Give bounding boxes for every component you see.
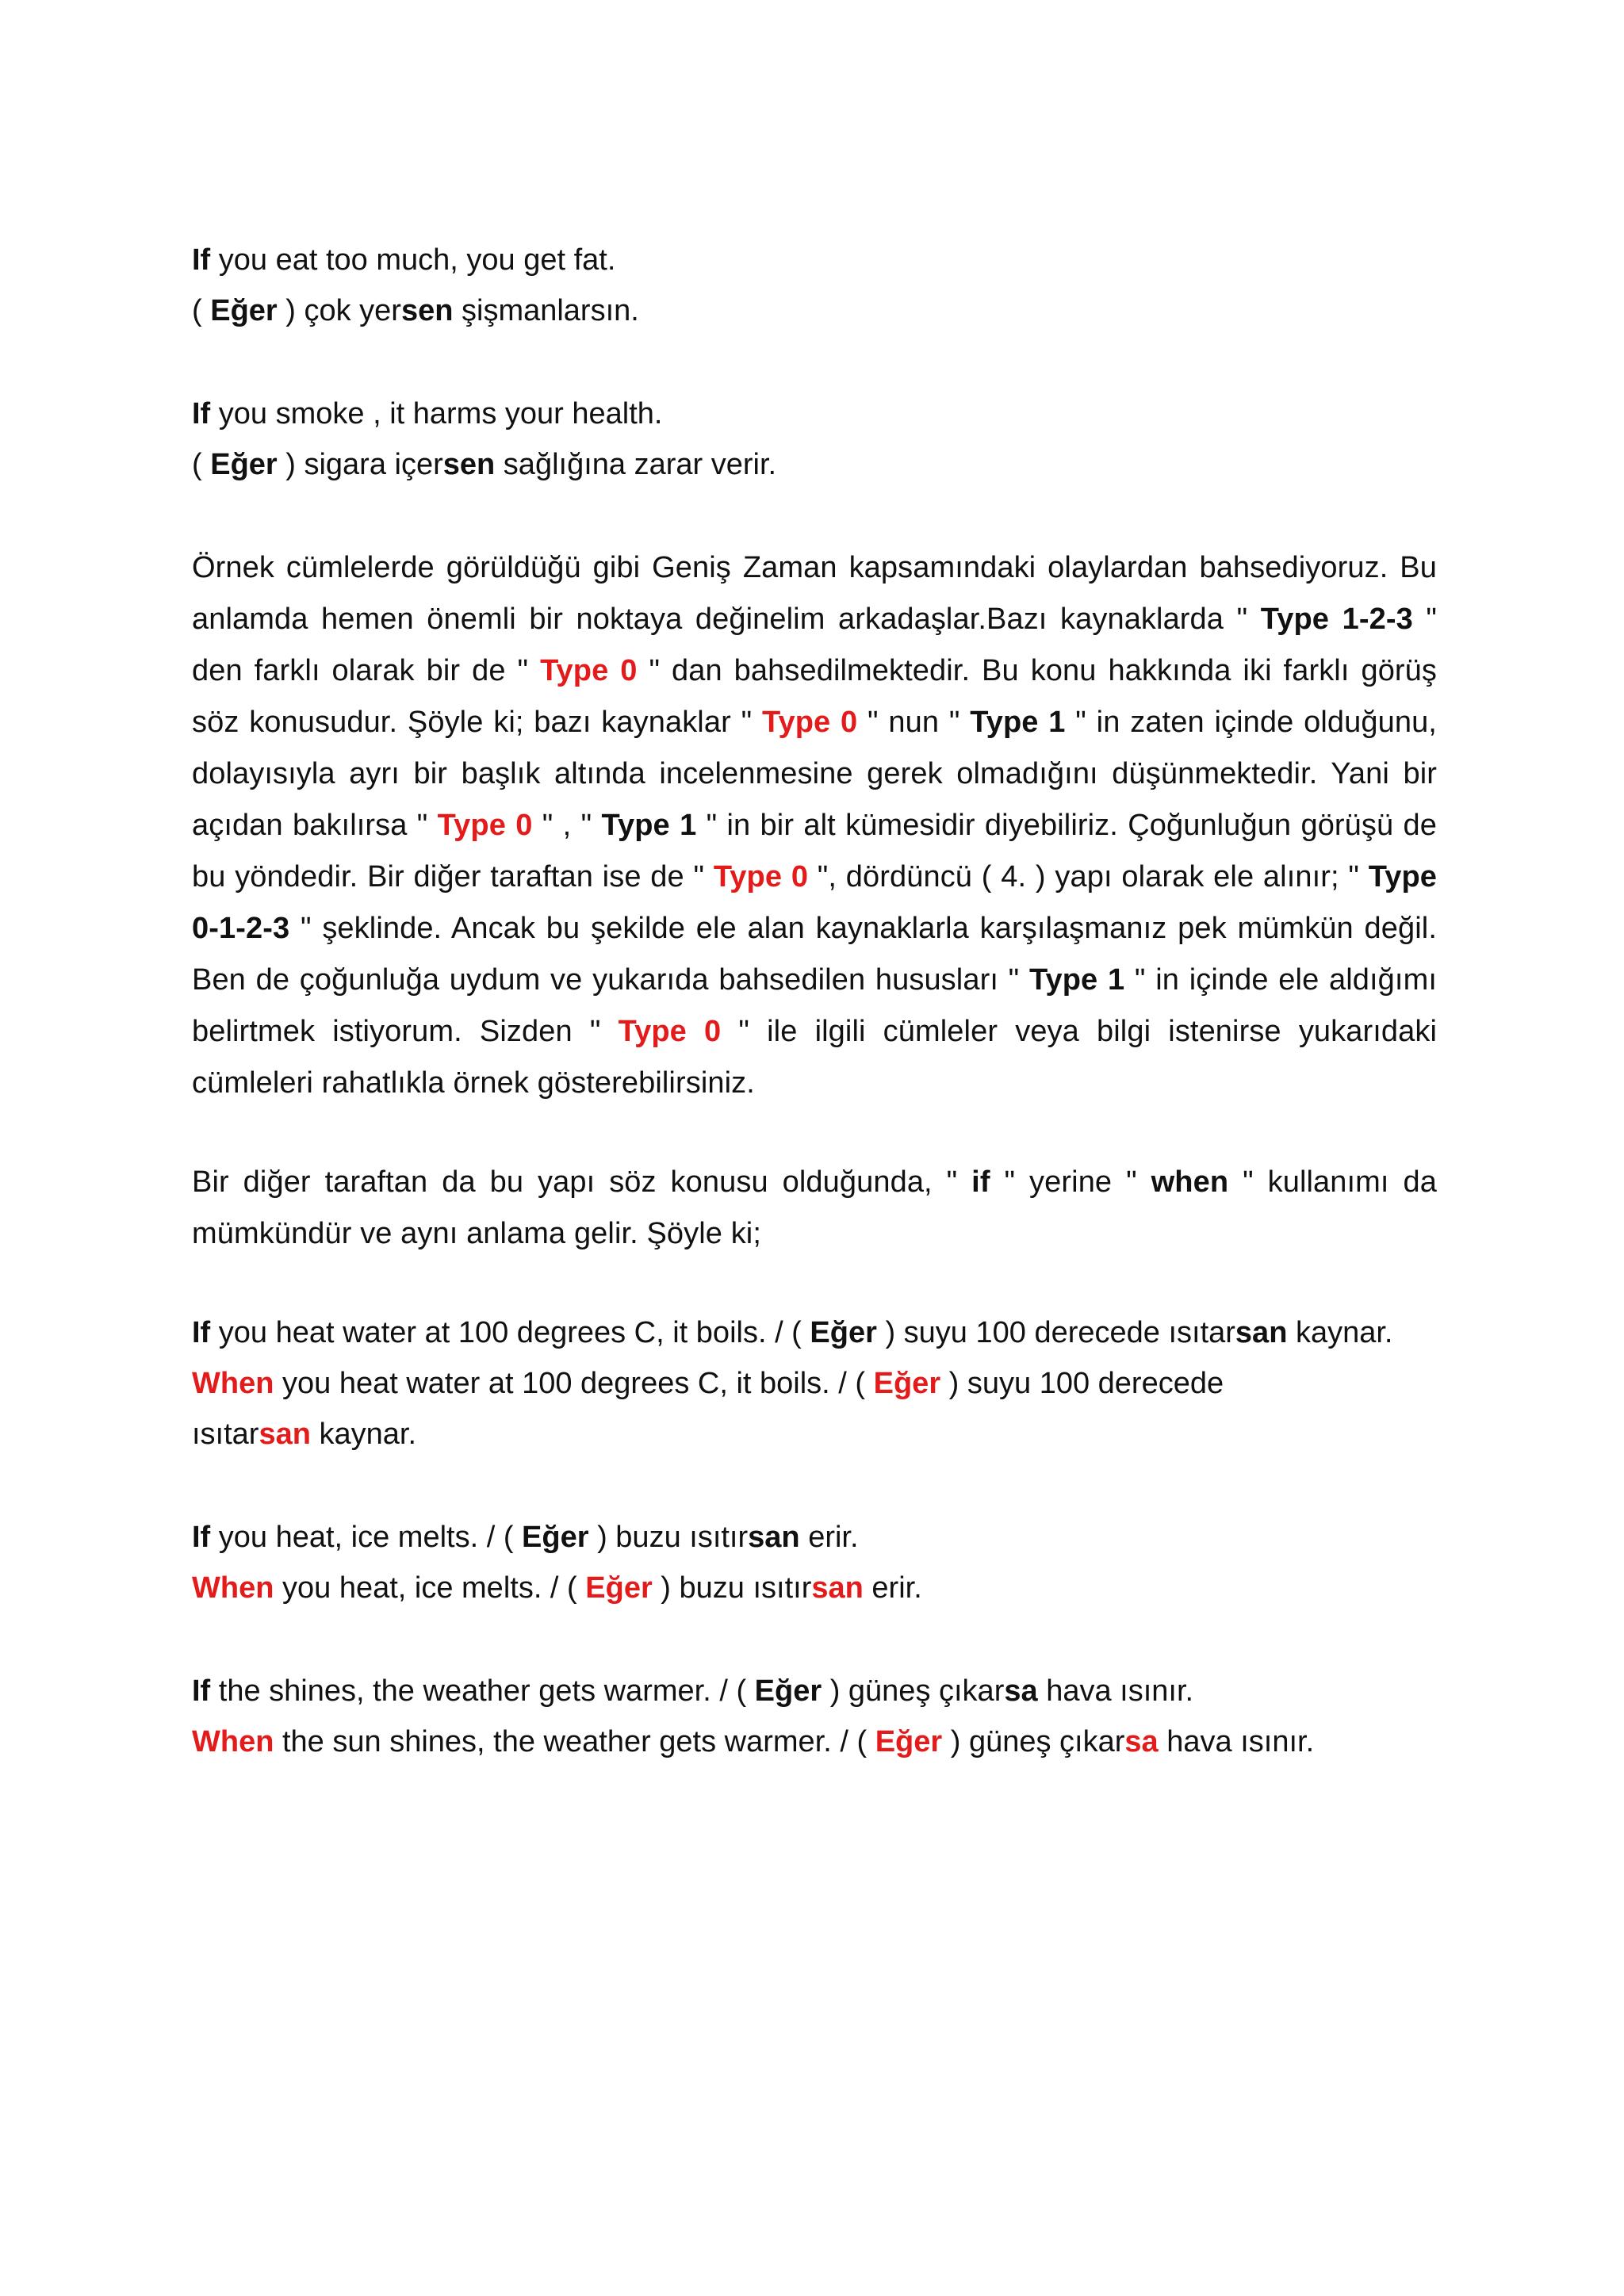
text-run: ) güneş çıkar [942, 1725, 1125, 1758]
when-usage-paragraph [192, 1157, 1437, 1260]
text-run: kaynar. [310, 1418, 417, 1451]
text-run: şişmanlarsın. [453, 294, 639, 327]
text-run: " dan bahsedilmektedir. Bu konu hakkında iki farklı görüş söz konusudur. Şöyle ki; bazı kaynaklar " [192, 654, 1438, 739]
example-line [192, 235, 1437, 285]
text-run: you heat water at 100 degrees C, it boils. / ( [210, 1316, 810, 1349]
text-run: " nun " [857, 706, 971, 739]
text-run: ) çok yer [277, 294, 401, 327]
highlighted-text: Eğer [585, 1571, 653, 1605]
example-line-translation [192, 285, 1437, 336]
when-examples [192, 1307, 1437, 1767]
if-example-line [192, 1666, 1437, 1716]
example-block-sun [192, 1666, 1437, 1767]
text-run: the sun shines, the weather gets warmer. / ( [274, 1725, 875, 1758]
text-run: hava ısınır. [1037, 1674, 1194, 1708]
bold-text: Type 1 [601, 809, 697, 842]
text-run: " kullanımı da mümkündür ve aynı anlama gelir. Şöyle ki; [192, 1165, 1437, 1250]
text-run: Örnek cümlelerde görüldüğü gibi Geniş Zaman kapsamındaki olaylardan bahsediyoruz. Bu anlamda hemen önemli bir noktaya değinelim arkadaşlar.Bazı kaynaklarda " [192, 551, 1437, 636]
bold-text: Eğer [810, 1316, 877, 1349]
text-run: " yerine " [990, 1165, 1151, 1199]
bold-text: san [1235, 1316, 1288, 1349]
if-example-line [192, 1307, 1437, 1358]
example-block-smoke [192, 388, 1437, 490]
bold-text: If [192, 1521, 211, 1554]
bold-text: If [192, 397, 211, 430]
highlighted-text: Type 0 [618, 1015, 722, 1048]
text-run: kaynar. [1287, 1316, 1393, 1349]
example-line [192, 388, 1437, 439]
bold-text: sen [442, 448, 496, 481]
text-run: ", dördüncü ( 4. ) yapı olarak ele alınır; " [808, 860, 1369, 894]
when-example-line [192, 1358, 1437, 1409]
text-run: " in içinde ele aldığımı belirtmek istiyorum. Sizden " [192, 963, 1437, 1048]
bold-text: san [748, 1521, 800, 1554]
text-run: you heat, ice melts. / ( [210, 1521, 523, 1554]
highlighted-text: Type 0 [713, 860, 809, 894]
highlighted-text: Type 0 [761, 706, 858, 739]
bold-text: Type 1 [970, 706, 1066, 739]
highlighted-text: When [192, 1571, 274, 1605]
text-run: " in bir alt kümesidir diyebiliriz. Çoğunluğun görüşü de bu yöndedir. Bir diğer taraftan ise de " [192, 809, 1438, 894]
text-run: sağlığına zarar verir. [495, 448, 777, 481]
text-run: ) buzu ısıtır [652, 1571, 812, 1605]
bold-text: Type 1-2-3 [1260, 603, 1413, 636]
document-page [192, 235, 1437, 1820]
text-run: you smoke , it harms your health. [210, 397, 663, 430]
when-example-line-continued [192, 1409, 1437, 1460]
highlighted-text: When [192, 1367, 274, 1400]
highlighted-text: Eğer [873, 1367, 941, 1400]
highlighted-text: When [192, 1725, 274, 1758]
text-run: you eat too much, you get fat. [210, 243, 616, 277]
example-block-ice [192, 1512, 1437, 1613]
highlighted-text: Type 0 [540, 654, 638, 687]
text-run: ) güneş çıkar [822, 1674, 1005, 1708]
text-run: hava ısınır. [1158, 1725, 1315, 1758]
text-run: Bir diğer taraftan da bu yapı söz konusu olduğunda, " [192, 1165, 972, 1199]
bold-text: Type 0-1-2-3 [192, 860, 1437, 945]
highlighted-text: Type 0 [437, 809, 533, 842]
text-run: ( [192, 294, 211, 327]
example-block-water [192, 1307, 1437, 1460]
bold-text: sa [1004, 1674, 1038, 1708]
explanation-paragraph [192, 542, 1437, 1109]
bold-text: if [971, 1165, 990, 1199]
highlighted-text: Eğer [875, 1725, 943, 1758]
if-example-line [192, 1512, 1437, 1563]
text-run: " in zaten içinde olduğunu, dolayısıyla ayrı bir başlık altında incelenmesine gerek olmadığını düşünmektedir. Yani bir açıdan bakılırsa " [192, 706, 1437, 842]
highlighted-text: san [259, 1418, 311, 1451]
highlighted-text: sa [1124, 1725, 1159, 1758]
text-run: the shines, the weather gets warmer. / ( [210, 1674, 755, 1708]
text-run: erir. [863, 1571, 922, 1605]
example-line-translation [192, 439, 1437, 490]
bold-text: when [1151, 1165, 1229, 1199]
when-example-line [192, 1716, 1437, 1767]
text-run: you heat water at 100 degrees C, it boils. / ( [274, 1367, 874, 1400]
highlighted-text: san [811, 1571, 864, 1605]
text-run: ( [192, 448, 211, 481]
bold-text: Eğer [754, 1674, 822, 1708]
bold-text: If [192, 243, 211, 277]
bold-text: sen [400, 294, 454, 327]
bold-text: Type 1 [1028, 963, 1125, 997]
text-run: erir. [799, 1521, 859, 1554]
text-run: ısıtar [192, 1418, 259, 1451]
bold-text: Eğer [522, 1521, 589, 1554]
when-example-line [192, 1563, 1437, 1613]
bold-text: If [192, 1674, 211, 1708]
example-block-eat [192, 235, 1437, 336]
text-run: ) suyu 100 derecede ısıtar [876, 1316, 1235, 1349]
text-run: " ile ilgili cümleler veya bilgi istenirse yukarıdaki cümleleri rahatlıkla örnek gösterebilirsiniz. [192, 1015, 1438, 1100]
text-run: ) sigara içer [277, 448, 443, 481]
text-run: you heat, ice melts. / ( [274, 1571, 586, 1605]
text-run: ) suyu 100 derecede [940, 1367, 1224, 1400]
bold-text: Eğer [210, 294, 278, 327]
text-run: ) buzu ısıtır [588, 1521, 749, 1554]
text-run: " şeklinde. Ancak bu şekilde ele alan kaynaklarla karşılaşmanız pek mümkün değil. Ben de çoğunluğa uydum ve yukarıda bahsedilen hususları " [192, 912, 1437, 997]
text-run: " den farklı olarak bir de " [192, 603, 1437, 687]
text-run: " , " [532, 809, 602, 842]
bold-text: Eğer [210, 448, 278, 481]
bold-text: If [192, 1316, 211, 1349]
intro-examples [192, 235, 1437, 490]
